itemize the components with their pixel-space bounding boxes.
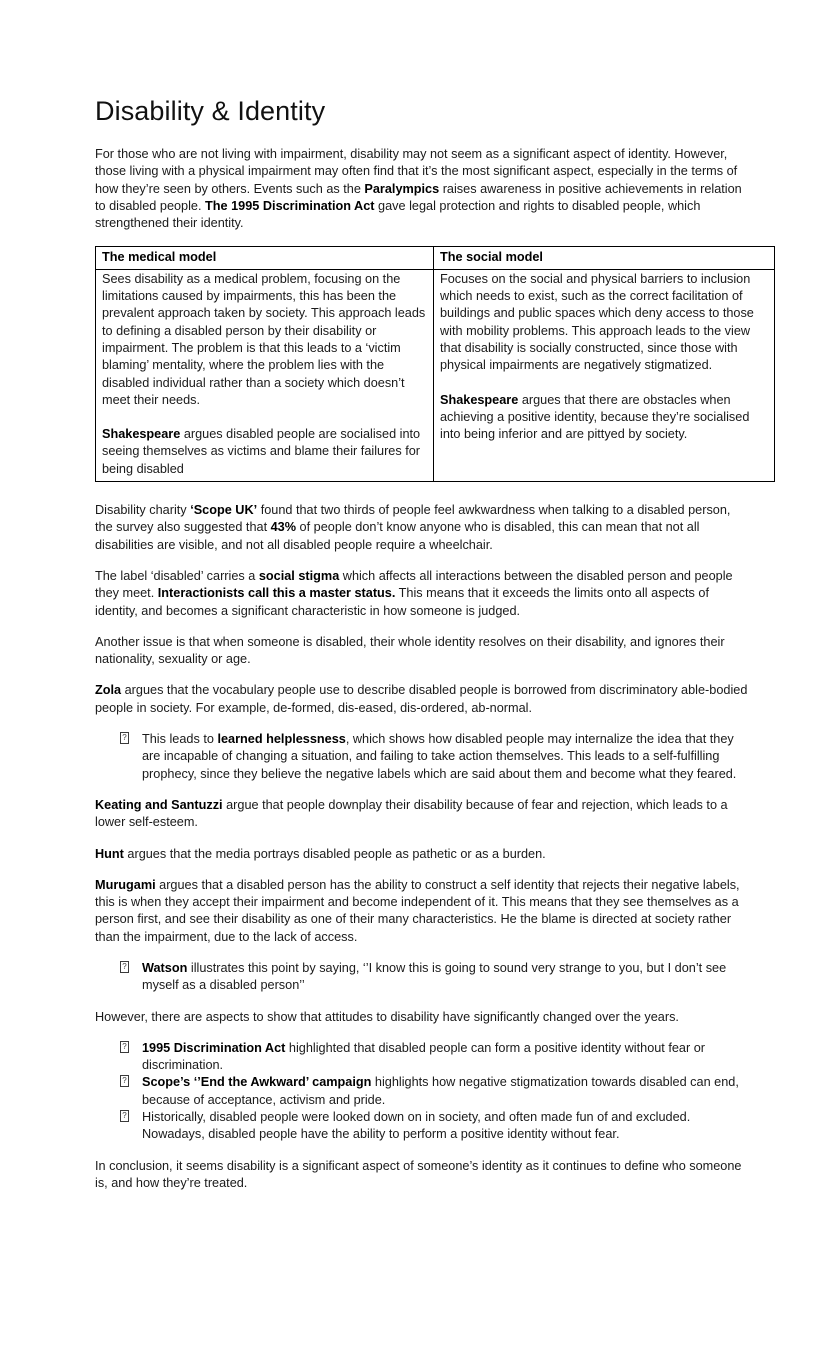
zola-text: argues that the vocabulary people use to describe disabled people is borrowed from discriminatory able-bodied people in society. For example, de-formed, dis-eased, dis-ordered, ab-normal.: [95, 683, 748, 715]
stigma-bold-master-status: Interactionists call this a master status.: [157, 586, 396, 601]
medical-model-paragraph-2: [102, 426, 427, 478]
scope-text-1: Disability charity: [95, 503, 191, 518]
change-item-rest: Historically, disabled people were looked down on in society, and often made fun of and excluded. Nowadays, disabled people have the ability to perform a positive identity without fear.: [142, 1110, 691, 1142]
bullet-tofu-icon: ?: [120, 1110, 129, 1122]
scope-uk-bold: ‘Scope UK’: [190, 503, 258, 518]
intro-text-part-1: For those who are not living with impairment, disability may not seem as a significant aspect of identity. However, those living with a physical impairment may often find that it’s the most significant aspect, especially in the terms of how they’re seen by others. Events such as the: [95, 147, 738, 196]
scope-percent-bold: 43%: [270, 520, 297, 535]
bullet-tofu-icon: ?: [120, 732, 129, 744]
scope-uk-paragraph: [95, 502, 750, 554]
bullet-tofu-icon: ?: [120, 1041, 129, 1053]
change-item-bold: Scope’s ‘’End the Awkward’ campaign: [142, 1075, 372, 1090]
medical-shakespeare-label: Shakespeare: [102, 427, 181, 442]
stigma-text-3: This means that it exceeds the limits onto all aspects of identity, and becomes a significant characteristic in how someone is judged.: [95, 586, 709, 618]
list-item: [95, 1040, 750, 1075]
table-header-medical-model: The medical model: [96, 247, 434, 269]
list-item: [95, 731, 750, 783]
change-item-rest: highlighted that disabled people can form a positive identity without fear or discrimination.: [142, 1040, 706, 1073]
stigma-bold-social-stigma: social stigma: [258, 568, 340, 583]
list-item: [95, 960, 750, 995]
keating-label: Keating and Santuzzi: [95, 797, 223, 812]
intro-paragraph: [95, 146, 750, 232]
scope-text-2: found that two thirds of people feel awkwardness when talking to a disabled person, the survey also suggested that: [95, 503, 731, 535]
change-item-bold: 1995 Discrimination Act: [142, 1040, 286, 1055]
list-item: [95, 1074, 750, 1109]
table-body-row: [96, 269, 775, 481]
conclusion-paragraph: In conclusion, it seems disability is a significant aspect of someone’s identity as it continues to define who someone is, and how they’re treated.: [95, 1158, 742, 1190]
social-model-paragraph-1: Focuses on the social and physical barriers to inclusion which needs to exist, such as the correct facilitation of buildings and public spaces which deny access to those with mobility problems. This approach leads to the view that disability is socially constructed, since those with physical impairments are negatively stigmatized.: [440, 271, 754, 373]
page-title: Disability & Identity: [95, 96, 326, 126]
lh-text-2: , which shows how disabled people may internalize the idea that they are incapable of changing a situation, and failing to take action themselves. This leads to a self-fulfilling prophecy, since they believe the negative labels which are said about them and become what they feared.: [142, 732, 737, 781]
social-stigma-paragraph: [95, 568, 750, 620]
table-header-row: [96, 247, 775, 269]
watson-list: [95, 960, 750, 995]
bullet-tofu-icon: ?: [120, 961, 129, 973]
bullet-tofu-icon: ?: [120, 1075, 129, 1087]
social-model-paragraph-2: [440, 392, 768, 444]
however-paragraph: However, there are aspects to show that attitudes to disability have significantly changed over the years.: [95, 1009, 679, 1024]
table-cell-medical-model: [96, 269, 434, 481]
watson-quote: illustrates this point by saying, ‘’I know this is going to sound very strange to you, but I don’t see myself as a disabled person’’: [142, 960, 727, 993]
scope-text-3: of people don’t know anyone who is disabled, this can mean that not all disabilities are visible, and not all disabled people require a wheelchair.: [95, 520, 700, 552]
lh-bold: learned helplessness: [217, 732, 346, 747]
keating-santuzzi-paragraph: [95, 797, 750, 832]
lh-text-1: This leads to: [142, 732, 218, 747]
social-shakespeare-text: argues that there are obstacles when achieving a positive identity, because they’re socialised into being inferior and are pittyed by society.: [440, 392, 750, 442]
murugami-label: Murugami: [95, 877, 156, 892]
another-issue-paragraph: Another issue is that when someone is disabled, their whole identity resolves on their disability, and ignores their nationality, sexuality or age.: [95, 634, 725, 667]
medical-model-paragraph-1: Sees disability as a medical problem, focusing on the limitations caused by impairments, this has been the prevalent approach taken by society. This approach leads to defining a disabled person by their disability or impairment. The problem is that this leads to a ‘victim blaming’ mentality, where the problem lies with the disabled individual rather than a society which doesn’t meet their needs.: [102, 271, 426, 407]
list-item: [95, 1109, 750, 1144]
medical-shakespeare-text: argues disabled people are socialised into seeing themselves as victims and blame their failures for being disabled: [102, 427, 421, 476]
models-comparison-table: [95, 246, 775, 482]
watson-label: Watson: [142, 960, 188, 975]
change-item-rest: highlights how negative stigmatization towards disabled can end, because of acceptance, activism and pride.: [142, 1075, 739, 1107]
change-item-text: [142, 1109, 750, 1144]
social-shakespeare-label: Shakespeare: [440, 392, 519, 407]
murugami-paragraph: [95, 877, 750, 946]
hunt-text: argues that the media portrays disabled people as pathetic or as a burden.: [123, 846, 546, 861]
learned-helplessness-text: [142, 731, 750, 783]
intro-text-part-3: gave legal protection and rights to disabled people, which strengthened their identity.: [95, 198, 701, 231]
learned-helplessness-list: [95, 731, 750, 783]
intro-text-part-2: raises awareness in positive achievements in relation to disabled people.: [95, 181, 742, 213]
hunt-paragraph: [95, 846, 750, 863]
change-item-text: [142, 1040, 750, 1075]
intro-bold-discrimination-act: The 1995 Discrimination Act: [205, 198, 375, 213]
intro-bold-paralympics: Paralympics: [364, 181, 440, 196]
keating-text: argue that people downplay their disability because of fear and rejection, which leads to a lower self-esteem.: [95, 797, 728, 830]
murugami-text: argues that a disabled person has the ability to construct a self identity that rejects their negative labels, this is when they accept their impairment and become independent of it. This means that they see themselves as a person first, and see their disability as one of their many characteristics. He the blame is directed at society rather than the impairment, due to the lack of access.: [95, 877, 740, 944]
zola-label: Zola: [95, 683, 122, 698]
attitude-changes-list: [95, 1040, 750, 1144]
change-item-text: [142, 1074, 750, 1109]
table-cell-social-model: [434, 269, 775, 481]
stigma-text-1: The label ‘disabled’ carries a: [95, 568, 259, 583]
hunt-label: Hunt: [95, 846, 124, 861]
zola-paragraph: [95, 682, 750, 717]
watson-text: [142, 960, 750, 995]
table-header-social-model: The social model: [434, 247, 775, 269]
stigma-text-2: which affects all interactions between the disabled person and people they meet.: [95, 568, 733, 601]
